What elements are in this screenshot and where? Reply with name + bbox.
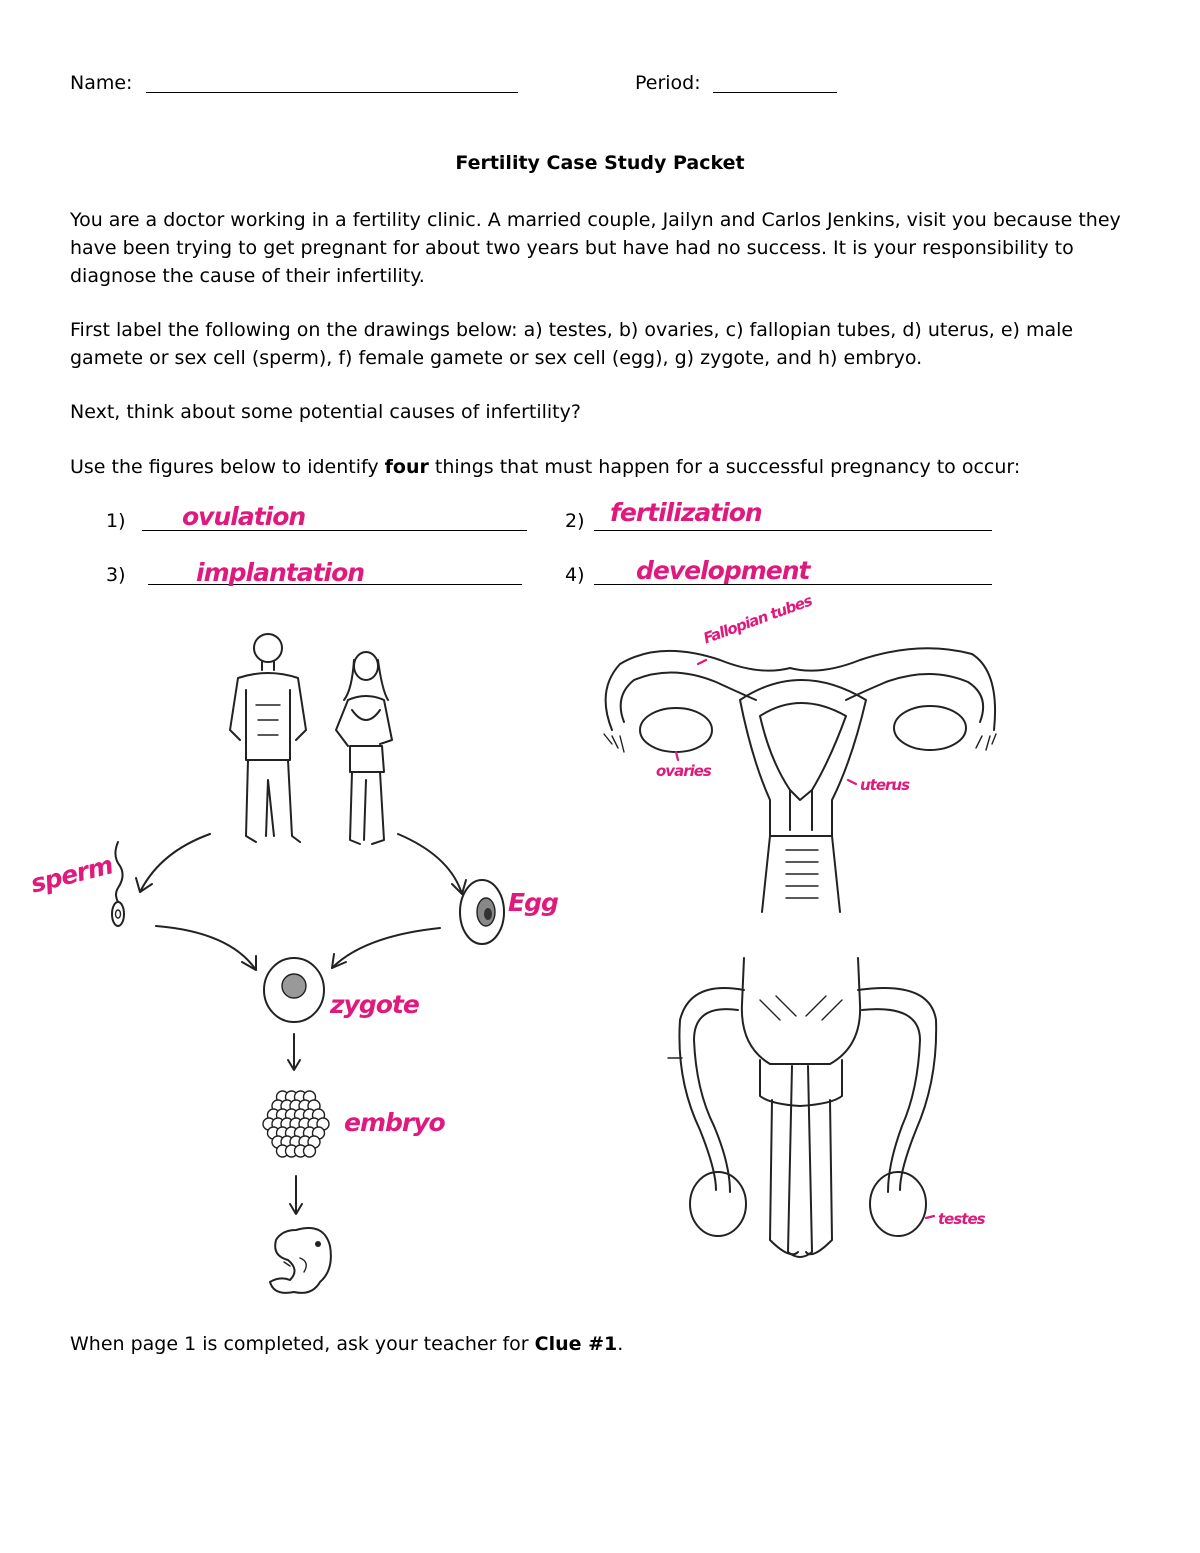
label-ovaries: ovaries: [656, 762, 711, 780]
egg-cell-illustration: [460, 880, 504, 944]
label-uterus: uterus: [860, 776, 910, 794]
footer-note: [70, 1330, 1140, 1358]
label-zygote: zygote: [330, 990, 419, 1019]
embryo-cell: [313, 1109, 325, 1121]
figures-prompt: [70, 453, 1140, 481]
embryo-cell: [272, 1136, 284, 1148]
footer-after: .: [617, 1333, 624, 1355]
page-title: Fertility Case Study Packet: [455, 152, 745, 174]
embryo-cell: [304, 1127, 316, 1139]
embryo-cell: [295, 1109, 307, 1121]
answer-1-handwritten: ovulation: [182, 502, 306, 531]
embryo-cell: [286, 1091, 298, 1103]
arrow-to-egg: [398, 834, 462, 894]
arrow-sperm-to-zygote: [156, 926, 256, 970]
embryo-cell: [308, 1136, 320, 1148]
answer-4-number: 4): [565, 564, 585, 586]
embryo-cell: [281, 1118, 293, 1130]
label-instructions: First label the following on the drawings below: a) testes, b) ovaries, c) fallopian tubes, d) uterus, e) male gamete or sex cell (sperm), f) female gamete or sex cell (egg), g) zygote, and h) embryo.: [70, 319, 1074, 369]
embryo-cell: [281, 1100, 293, 1112]
answer-3-number: 3): [106, 564, 126, 586]
embryo-cell: [272, 1100, 284, 1112]
footer-bold: Clue #1: [534, 1333, 618, 1355]
embryo-cell: [304, 1109, 316, 1121]
embryo-cell: [299, 1118, 311, 1130]
embryo-cell: [299, 1100, 311, 1112]
embryo-cell: [295, 1091, 307, 1103]
embryo-cell: [272, 1118, 284, 1130]
label-sperm: sperm: [27, 850, 116, 899]
embryo-cell: [317, 1118, 329, 1130]
embryo-cell: [286, 1127, 298, 1139]
arrow-to-sperm: [140, 834, 210, 892]
next-prompt: Next, think about some potential causes of infertility?: [70, 401, 581, 423]
answer-1-number: 1): [106, 510, 126, 532]
male-reproductive-illustration: [668, 958, 936, 1257]
embryo-cell: [308, 1100, 320, 1112]
zygote-illustration: [264, 958, 324, 1022]
answer-2-handwritten: fertilization: [610, 498, 762, 527]
fetus-illustration: [270, 1228, 331, 1293]
embryo-cell: [308, 1118, 320, 1130]
name-field-line[interactable]: [146, 92, 518, 93]
arrow-egg-to-zygote: [332, 928, 440, 968]
embryo-cluster-illustration: [263, 1091, 329, 1157]
intro-paragraph: You are a doctor working in a fertility clinic. A married couple, Jailyn and Carlos Jenkins, visit you because they have been trying to get pregnant for about two years but have had no success. It is your responsibility to diagnose the cause of their infertility.: [70, 209, 1121, 287]
label-embryo: embryo: [344, 1108, 445, 1137]
embryo-cell: [277, 1109, 289, 1121]
embryo-cell: [268, 1109, 280, 1121]
embryo-cell: [290, 1118, 302, 1130]
sperm-cell-illustration: [112, 842, 124, 926]
answer-2-line[interactable]: [594, 530, 992, 531]
embryo-cell: [277, 1127, 289, 1139]
embryo-cell: [286, 1109, 298, 1121]
period-field-line[interactable]: [713, 92, 837, 93]
embryo-cell: [299, 1136, 311, 1148]
answer-2-number: 2): [565, 510, 585, 532]
name-label: Name:: [70, 72, 133, 94]
female-reproductive-illustration: [604, 648, 996, 912]
woman-figure-illustration: [336, 652, 392, 844]
answer-4-handwritten: development: [636, 556, 810, 585]
man-figure-illustration: [230, 634, 306, 842]
figures-prompt-before: Use the figures below to identify: [70, 456, 385, 478]
label-fallopian-tubes: Fallopian tubes: [700, 591, 815, 648]
embryo-cell: [290, 1136, 302, 1148]
footer-before: When page 1 is completed, ask your teacher for: [70, 1333, 535, 1355]
embryo-cell: [281, 1136, 293, 1148]
embryo-cell: [268, 1127, 280, 1139]
embryo-cell: [295, 1127, 307, 1139]
period-label: Period:: [635, 72, 701, 94]
embryo-cell: [277, 1145, 289, 1157]
embryo-cell: [290, 1100, 302, 1112]
embryo-cell: [304, 1145, 316, 1157]
embryo-cell: [263, 1118, 275, 1130]
embryo-cell: [304, 1091, 316, 1103]
label-egg: Egg: [508, 888, 558, 917]
figures-prompt-after: things that must happen for a successful pregnancy to occur:: [428, 456, 1021, 478]
figures-prompt-bold: four: [384, 456, 429, 478]
embryo-cell: [277, 1091, 289, 1103]
answer-3-handwritten: implantation: [196, 558, 365, 587]
embryo-cell: [313, 1127, 325, 1139]
label-testes: testes: [938, 1210, 985, 1228]
embryo-cell: [286, 1145, 298, 1157]
embryo-cell: [295, 1145, 307, 1157]
